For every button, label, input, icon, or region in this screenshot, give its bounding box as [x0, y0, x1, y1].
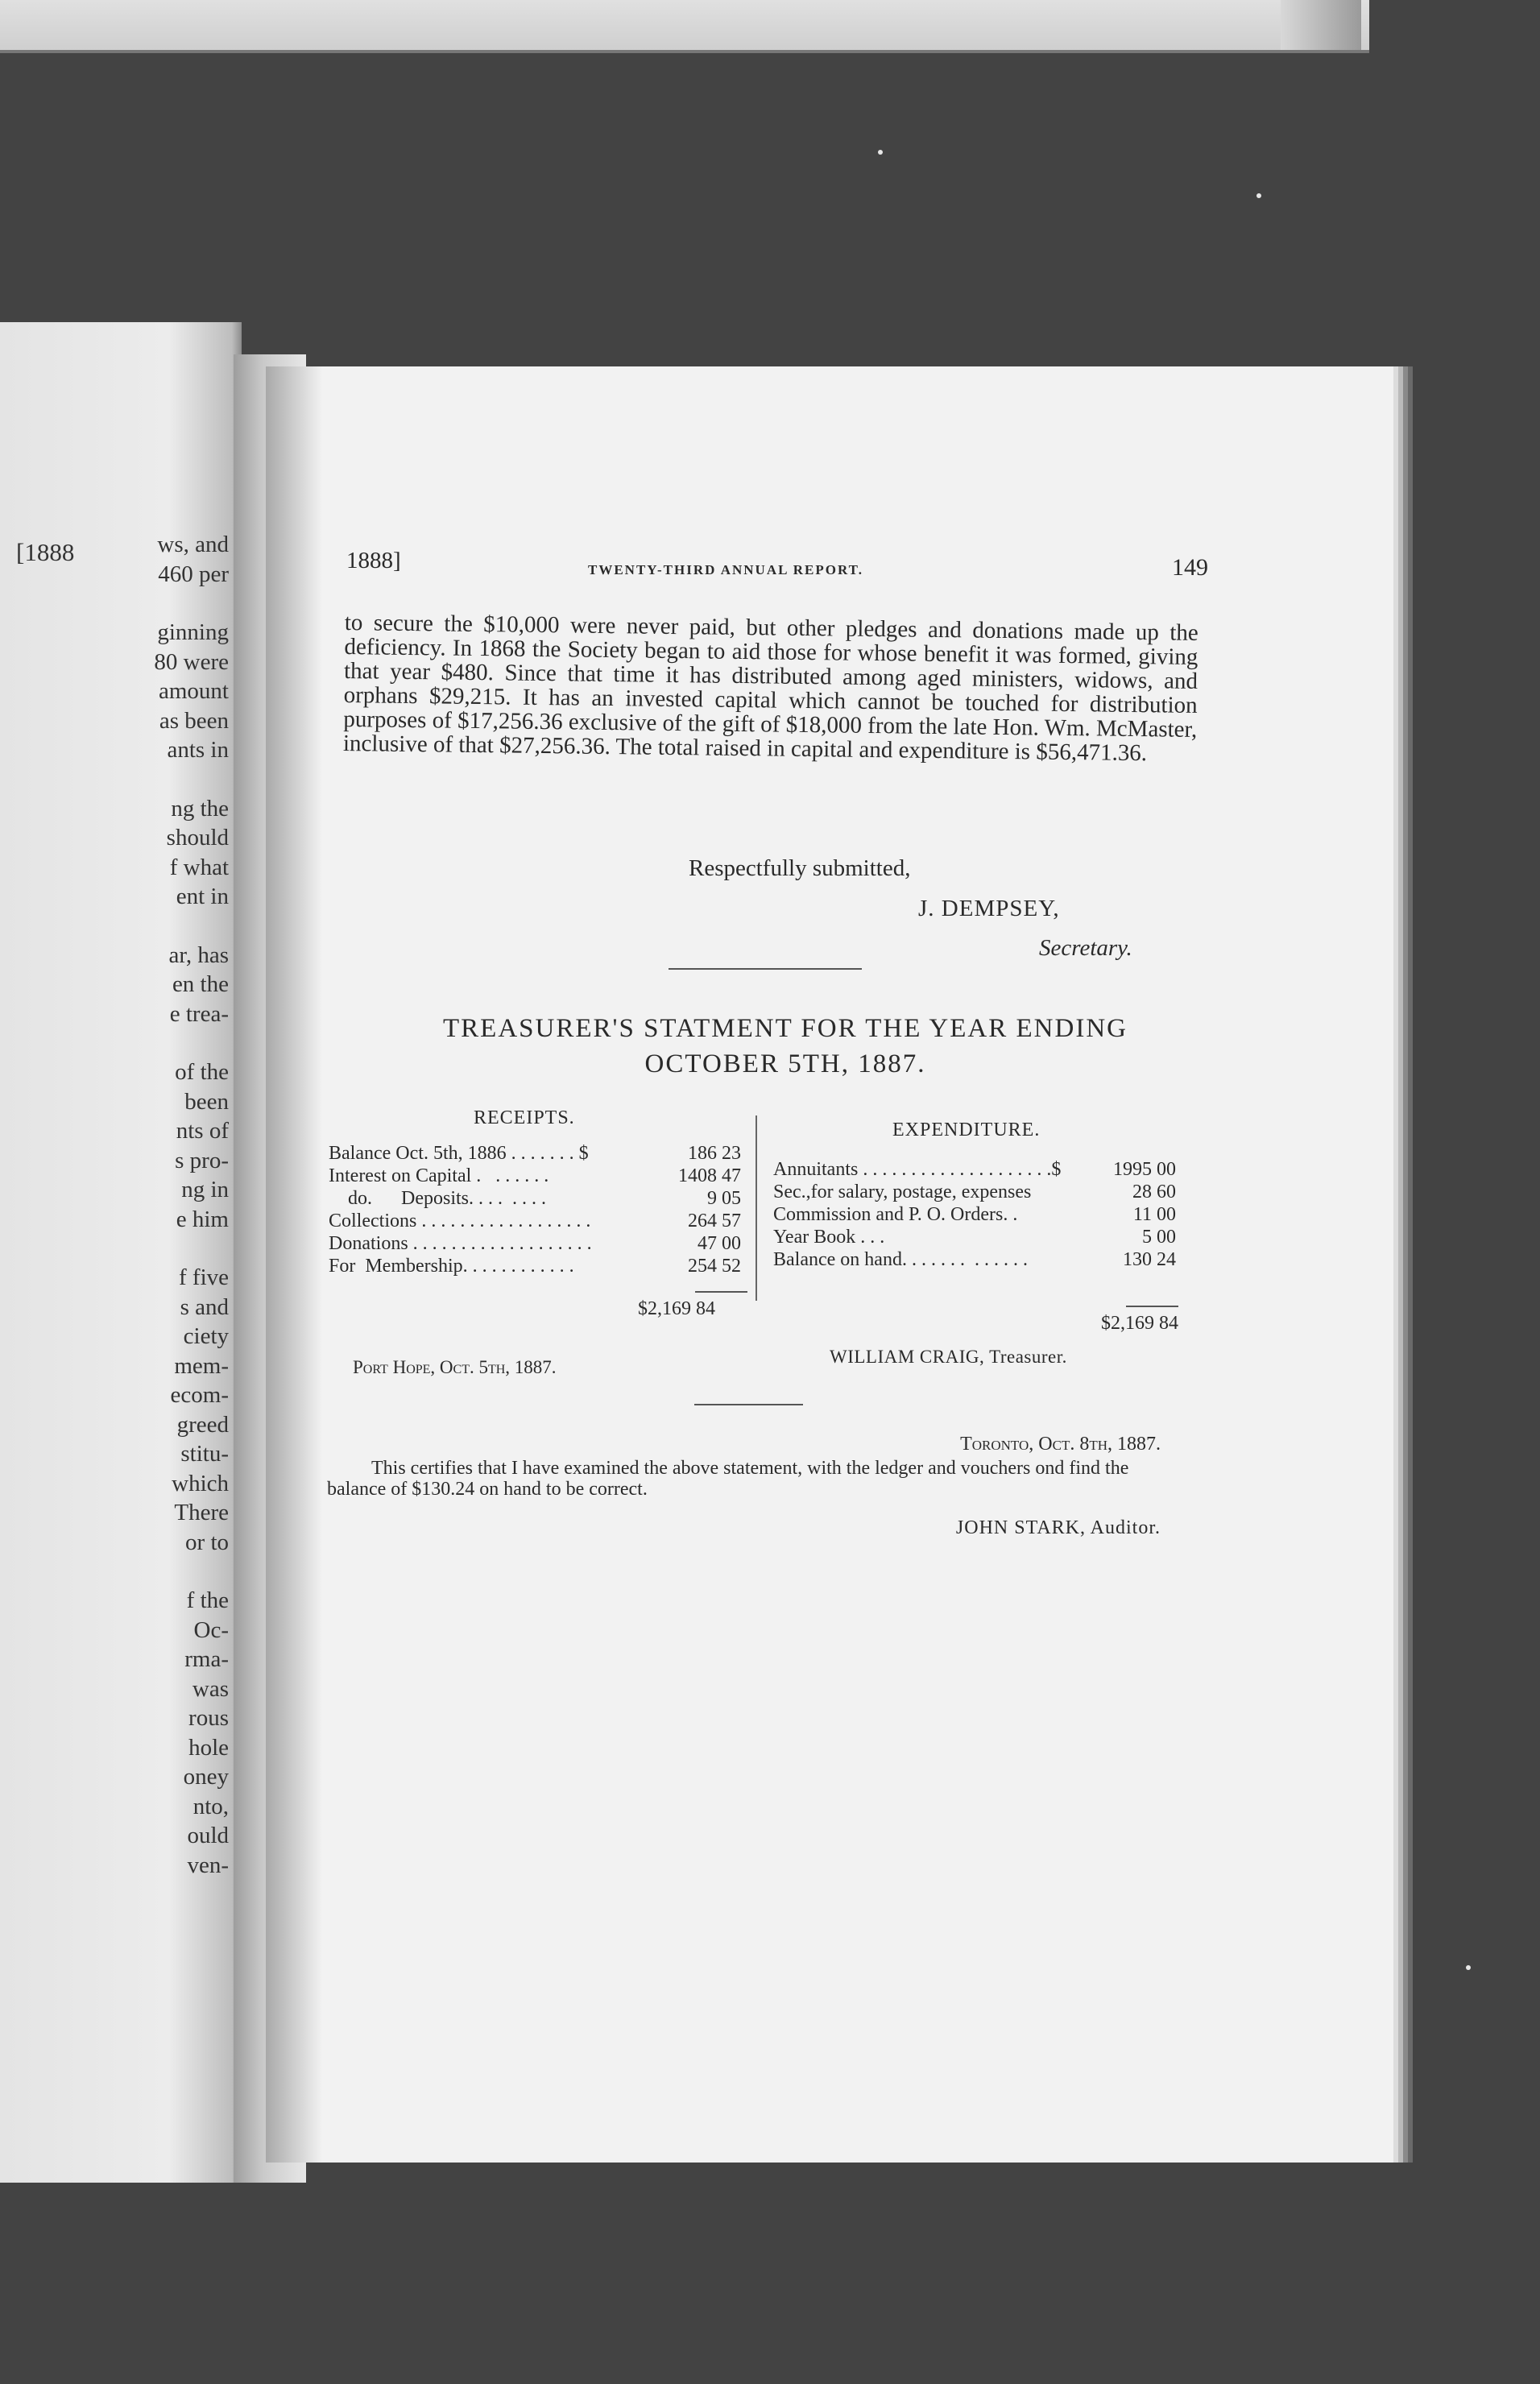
- ledger-label: do. Deposits. . . . . . . .: [329, 1188, 546, 1209]
- page-number: 149: [1172, 554, 1208, 581]
- receipts-sum-line: [695, 1291, 747, 1293]
- signatory-name: J. DEMPSEY,: [918, 896, 1060, 921]
- ledger-row: [329, 1256, 741, 1276]
- left-page-fragment: ent in: [176, 884, 229, 909]
- ledger-label: Interest on Capital . . . . . . .: [329, 1165, 549, 1186]
- ledger-amount: 254 52: [688, 1256, 741, 1277]
- audit-certification: [327, 1434, 1185, 1538]
- left-page-fragment: greed: [176, 1411, 229, 1438]
- left-page: [0, 322, 242, 2183]
- left-page-fragment: should: [166, 825, 229, 851]
- treasurer-signature: WILLIAM CRAIG, Treasurer.: [830, 1347, 1067, 1367]
- ledger-amount: 5 00: [1142, 1227, 1176, 1248]
- left-page-fragment: ng in: [181, 1177, 229, 1202]
- left-page-fragment: s and: [180, 1293, 229, 1320]
- left-page-text-fragments: [154, 530, 229, 1880]
- left-page-fragment: ould: [187, 1823, 229, 1848]
- left-page-fragment: amount: [159, 678, 229, 704]
- left-page-fragment: which: [172, 1470, 229, 1496]
- closing-line: Respectfully submitted,: [689, 855, 911, 881]
- body-paragraph: to secure the $10,000 were never paid, but other pledges and donations made up the deficiency. In 1868 the Society began to aid those for whose benefit it was formed, giving that year $480. Since that time it has distributed among aged ministers, widows, and orphans $29,215. It has an invested capital which cannot be touched for distribution purposes of $17,256.36 exclusive of the gift of $18,000 from the late Hon. Wm. McMaster, inclusive of that $27,256.36. The total raised in capital and expenditure is $56,471.36.: [342, 610, 1198, 767]
- signatory-title: Secretary.: [1039, 935, 1132, 961]
- left-page-fragment: [154, 1029, 229, 1057]
- left-page-fragment: ginning: [157, 619, 229, 645]
- left-page-fragment: f five: [179, 1264, 229, 1290]
- left-page-fragment: mem-: [174, 1352, 229, 1379]
- running-head-title: TWENTY-THIRD ANNUAL REPORT.: [588, 562, 863, 577]
- left-page-fragment: ar, has: [168, 942, 229, 968]
- ledger-row: [773, 1182, 1176, 1202]
- left-page-fragment: There: [174, 1500, 229, 1525]
- running-head-year: 1888]: [346, 548, 401, 573]
- left-page-fragment: as been: [159, 707, 229, 734]
- statement-heading-line1: TREASURER'S STATMENT FOR THE YEAR ENDING: [443, 1014, 1128, 1043]
- treasurer-place-date: Port Hope, Oct. 5th, 1887.: [353, 1357, 557, 1377]
- left-page-fragment: e trea-: [169, 1000, 229, 1027]
- left-page-fragment: [154, 912, 229, 941]
- background-book-edge: [0, 0, 1369, 53]
- dust-speck: [1466, 1965, 1471, 1970]
- left-page-fragment: ciety: [183, 1323, 229, 1349]
- left-page-fragment: [154, 589, 229, 618]
- left-page-fragment: 460 per: [158, 561, 229, 587]
- ledger-label: Commission and P. O. Orders. .: [773, 1204, 1018, 1225]
- ledger-amount: 1995 00: [1113, 1159, 1176, 1180]
- left-page-header: [1888: [16, 538, 75, 566]
- left-page-fragment: been: [184, 1088, 229, 1115]
- audit-place-date: Toronto, Oct. 8th, 1887.: [960, 1434, 1161, 1455]
- ledger-label: For Membership. . . . . . . . . . . .: [329, 1256, 574, 1277]
- section-divider-2: [694, 1404, 803, 1405]
- accounts-table: RECEIPTS. EXPENDITURE. Balance Oct. 5th, 1886 . . . . . . . $ 186 23 Interest on Capital . . . . . . . 1408 47 do. Deposits. . . . . . . . 9 05 Collections . . . . . . . . . . . . . . . . . . 264 57 Donations . . . . . . . . . . . . . . . . . . . 47 00 For Membership. . . . . . . . . . . . 254 52 Annuitants . . . . . . . . . . . . . . . . . . . .$ 1995 00 Sec.,for salary, postage, expenses 28 60 Commission and P. O. Orders. . 11 00 Year Book . . . 5 00 Balance on hand. . . . . . . . . . . . . 130 24 $2,169 84 $2,169 84: [329, 1107, 1178, 1334]
- left-page-fragment: nto,: [192, 1793, 229, 1819]
- left-page-fragment: hole: [188, 1734, 229, 1761]
- ledger-amount: 28 60: [1132, 1182, 1176, 1202]
- left-page-fragment: rma-: [184, 1646, 229, 1672]
- ledger-row: [329, 1234, 741, 1253]
- ledger-row: [329, 1211, 741, 1231]
- section-divider: [669, 968, 862, 970]
- left-page-fragment: s pro-: [175, 1147, 229, 1173]
- left-page-fragment: en the: [172, 971, 229, 997]
- left-page-fragment: [154, 765, 229, 794]
- ledger-label: Collections . . . . . . . . . . . . . . . . . .: [329, 1211, 591, 1231]
- ledger-label: Year Book . . .: [773, 1227, 885, 1248]
- left-page-fragment: ws, and: [157, 532, 229, 557]
- running-head: [346, 548, 1208, 580]
- auditor-signature: JOHN STARK, Auditor.: [955, 1517, 1161, 1538]
- left-page-fragment: of the: [175, 1059, 229, 1085]
- left-page-fragment: nts of: [176, 1118, 229, 1144]
- ledger-label: Annuitants . . . . . . . . . . . . . . . . . . . .$: [773, 1159, 1062, 1180]
- ledger-label: Balance Oct. 5th, 1886 . . . . . . . $: [329, 1143, 589, 1164]
- ledger-row: [773, 1205, 1176, 1224]
- left-page-fragment: stitu-: [180, 1441, 229, 1467]
- ledger-row: [773, 1160, 1176, 1179]
- dust-speck: [878, 150, 883, 155]
- left-page-fragment: or to: [185, 1529, 229, 1555]
- audit-statement: This certifies that I have examined the above statement, with the ledger and vouchers ond find the balance of $130.24 on hand to be correct.: [327, 1458, 1129, 1500]
- left-page-fragment: f the: [186, 1587, 229, 1613]
- ledger-amount: 264 57: [688, 1211, 741, 1231]
- column-rule: [756, 1115, 757, 1301]
- ledger-label: Balance on hand. . . . . . . . . . . . .: [773, 1249, 1028, 1270]
- left-page-fragment: [154, 1234, 229, 1263]
- expenditure-sum-line: [1126, 1306, 1178, 1307]
- ledger-row: [773, 1250, 1176, 1269]
- ledger-row: [329, 1144, 741, 1163]
- ledger-amount: 1408 47: [678, 1165, 741, 1186]
- left-page-fragment: ven-: [187, 1852, 229, 1878]
- left-page-fragment: rous: [188, 1705, 229, 1731]
- ledger-amount: 186 23: [688, 1143, 741, 1164]
- receipts-heading: RECEIPTS.: [474, 1107, 575, 1128]
- left-page-fragment: oney: [183, 1764, 229, 1790]
- spine-shadow: [266, 366, 322, 2163]
- ledger-amount: 130 24: [1123, 1249, 1176, 1270]
- left-page-fragment: Oc-: [193, 1616, 229, 1643]
- left-page-fragment: f what: [169, 854, 229, 880]
- expenditure-heading: EXPENDITURE.: [892, 1120, 1041, 1140]
- ledger-amount: 9 05: [707, 1188, 741, 1209]
- left-page-fragment: [154, 1557, 229, 1586]
- left-page-fragment: ng the: [171, 795, 229, 822]
- left-page-fragment: ecom-: [170, 1382, 229, 1408]
- ledger-row: [329, 1166, 741, 1186]
- left-page-fragment: 80 were: [154, 648, 229, 675]
- dust-speck: [1256, 193, 1261, 198]
- left-page-fragment: e him: [176, 1206, 229, 1232]
- ledger-amount: 47 00: [698, 1233, 741, 1254]
- statement-heading: [358, 1011, 1212, 1082]
- ledger-row: [773, 1227, 1176, 1247]
- left-page-fragment: was: [192, 1675, 229, 1702]
- ledger-row: [329, 1189, 741, 1208]
- ledger-amount: 11 00: [1132, 1204, 1176, 1225]
- background-book-corner: [1281, 0, 1361, 50]
- statement-heading-line2: OCTOBER 5TH, 1887.: [644, 1049, 926, 1078]
- ledger-label: Sec.,for salary, postage, expenses: [773, 1182, 1032, 1202]
- left-page-fragment: ants in: [167, 737, 229, 763]
- ledger-label: Donations . . . . . . . . . . . . . . . . . . .: [329, 1233, 592, 1254]
